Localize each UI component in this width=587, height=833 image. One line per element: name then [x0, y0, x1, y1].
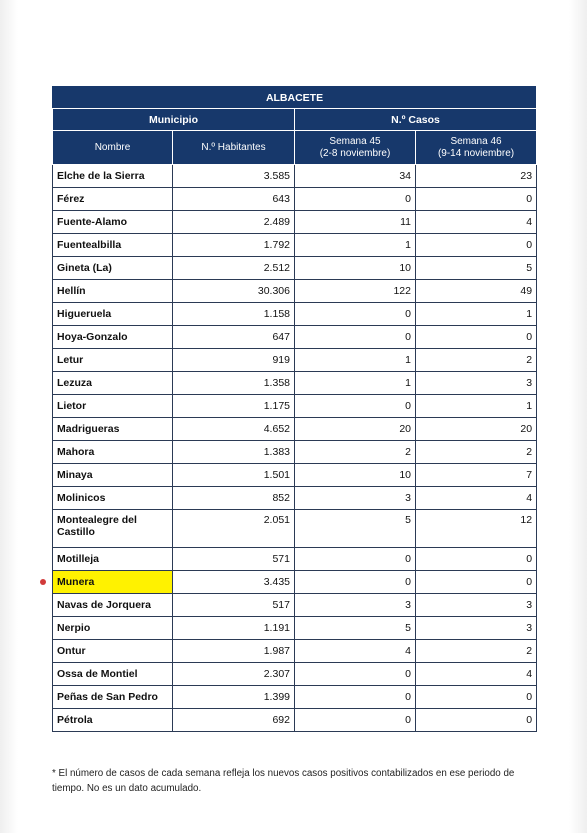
table-row: [53, 487, 537, 510]
cell-semana45: 0: [295, 395, 416, 418]
cell-nombre: Peñas de San Pedro: [53, 686, 173, 709]
cell-semana46: 0: [416, 686, 537, 709]
cell-semana45: 0: [295, 663, 416, 686]
cell-nombre: Lezuza: [53, 372, 173, 395]
table-title-row: [53, 87, 537, 109]
cell-semana45: 5: [295, 617, 416, 640]
cell-semana46: 4: [416, 211, 537, 234]
cell-nombre: Elche de la Sierra: [53, 165, 173, 188]
table-row: [53, 395, 537, 418]
table-row: [53, 617, 537, 640]
table-group-row: [53, 109, 537, 131]
cell-semana45: 0: [295, 548, 416, 571]
cell-nombre: Mahora: [53, 441, 173, 464]
cell-semana45: 3: [295, 594, 416, 617]
cell-semana46: 3: [416, 372, 537, 395]
table-row: [53, 234, 537, 257]
cell-semana46: 0: [416, 188, 537, 211]
cell-nombre: Navas de Jorquera: [53, 594, 173, 617]
semana46-dates: (9-14 noviembre): [437, 147, 515, 159]
cases-table: [52, 86, 537, 732]
cell-habitantes: 2.307: [173, 663, 295, 686]
cell-habitantes: 30.306: [173, 280, 295, 303]
cell-semana46: 5: [416, 257, 537, 280]
cell-semana45: 2: [295, 441, 416, 464]
cell-habitantes: 647: [173, 326, 295, 349]
cell-nombre: Pétrola: [53, 709, 173, 732]
cell-semana45: 34: [295, 165, 416, 188]
table-row: [53, 571, 537, 594]
table-row: [53, 326, 537, 349]
cell-habitantes: 1.501: [173, 464, 295, 487]
cell-habitantes: 1.399: [173, 686, 295, 709]
footnote: * El número de casos de cada semana refleja los nuevos casos positivos contabilizados en ese periodo de tiempo. No es un dato acumulado.: [52, 768, 515, 794]
table-row: [53, 211, 537, 234]
cell-semana45: 0: [295, 188, 416, 211]
table-row: [53, 165, 537, 188]
cell-semana45: 11: [295, 211, 416, 234]
cell-nombre: Ossa de Montiel: [53, 663, 173, 686]
table-row: [53, 188, 537, 211]
cell-habitantes: 4.652: [173, 418, 295, 441]
cell-semana46: 4: [416, 663, 537, 686]
cell-nombre: Ontur: [53, 640, 173, 663]
semana46-label: Semana 46: [450, 135, 502, 147]
cell-habitantes: 2.489: [173, 211, 295, 234]
table-row: [53, 418, 537, 441]
cell-semana45: 10: [295, 257, 416, 280]
cell-semana46: 4: [416, 487, 537, 510]
cell-nombre: Madrigueras: [53, 418, 173, 441]
cell-semana46: 2: [416, 349, 537, 372]
semana45-label: Semana 45: [329, 135, 381, 147]
cell-habitantes: 1.158: [173, 303, 295, 326]
cell-semana46: 0: [416, 548, 537, 571]
table-row: [53, 510, 537, 548]
table-row: [53, 686, 537, 709]
cell-semana46: 49: [416, 280, 537, 303]
table-row: [53, 640, 537, 663]
table-row: [53, 280, 537, 303]
table-row: [53, 464, 537, 487]
cell-nombre: Motilleja: [53, 548, 173, 571]
cell-nombre: Nerpio: [53, 617, 173, 640]
cell-habitantes: 1.175: [173, 395, 295, 418]
cell-nombre: Letur: [53, 349, 173, 372]
cell-habitantes: 571: [173, 548, 295, 571]
cell-semana45: 1: [295, 372, 416, 395]
cell-habitantes: 692: [173, 709, 295, 732]
cell-semana45: 1: [295, 349, 416, 372]
column-header-semana45: [295, 131, 416, 165]
cell-habitantes: 1.191: [173, 617, 295, 640]
cell-habitantes: 919: [173, 349, 295, 372]
cell-semana46: 0: [416, 234, 537, 257]
cell-semana45: 0: [295, 686, 416, 709]
cell-semana45: 5: [295, 510, 416, 548]
table-column-header-row: [53, 131, 537, 165]
cell-nombre: Minaya: [53, 464, 173, 487]
cell-semana46: 0: [416, 709, 537, 732]
cell-semana45: 0: [295, 571, 416, 594]
cell-semana45: 20: [295, 418, 416, 441]
group-header-casos: N.º Casos: [295, 109, 537, 131]
cell-habitantes: 2.512: [173, 257, 295, 280]
table-row: [53, 349, 537, 372]
table-row: [53, 303, 537, 326]
cell-habitantes: 2.051: [173, 510, 295, 548]
cell-habitantes: 1.987: [173, 640, 295, 663]
cell-habitantes: 1.792: [173, 234, 295, 257]
cell-semana46: 3: [416, 594, 537, 617]
cell-nombre: Molinicos: [53, 487, 173, 510]
cell-semana46: 2: [416, 640, 537, 663]
cell-nombre: Hellín: [53, 280, 173, 303]
cell-semana45: 122: [295, 280, 416, 303]
cell-semana46: 2: [416, 441, 537, 464]
table-row: [53, 663, 537, 686]
cell-nombre: Hoya-Gonzalo: [53, 326, 173, 349]
table-row: [53, 372, 537, 395]
table-row: [53, 441, 537, 464]
cell-semana45: 4: [295, 640, 416, 663]
semana45-dates: (2-8 noviembre): [319, 147, 391, 159]
column-header-habitantes: N.º Habitantes: [173, 131, 295, 165]
cell-habitantes: 643: [173, 188, 295, 211]
group-header-municipio: Municipio: [53, 109, 295, 131]
cell-semana45: 0: [295, 709, 416, 732]
cell-nombre: Férez: [53, 188, 173, 211]
table-row: [53, 257, 537, 280]
cell-habitantes: 852: [173, 487, 295, 510]
cell-semana46: 12: [416, 510, 537, 548]
cell-nombre: Fuente-Alamo: [53, 211, 173, 234]
cell-semana46: 3: [416, 617, 537, 640]
cell-semana46: 1: [416, 303, 537, 326]
cell-semana45: 3: [295, 487, 416, 510]
cell-nombre: Munera: [53, 571, 173, 594]
cell-semana46: 0: [416, 326, 537, 349]
cell-nombre: Fuentealbilla: [53, 234, 173, 257]
table-body: [53, 165, 537, 732]
table-row: [53, 709, 537, 732]
cell-nombre: Gineta (La): [53, 257, 173, 280]
cell-habitantes: 1.358: [173, 372, 295, 395]
column-header-semana46: [416, 131, 537, 165]
cell-nombre: Montealegre del Castillo: [53, 510, 173, 548]
cell-semana45: 10: [295, 464, 416, 487]
table-row: [53, 594, 537, 617]
cell-semana46: 0: [416, 571, 537, 594]
highlight-marker-dot: [40, 579, 46, 585]
cell-habitantes: 3.585: [173, 165, 295, 188]
cell-semana46: 7: [416, 464, 537, 487]
cell-semana46: 1: [416, 395, 537, 418]
table-row: [53, 548, 537, 571]
cell-semana46: 23: [416, 165, 537, 188]
cell-nombre: Lietor: [53, 395, 173, 418]
cell-habitantes: 3.435: [173, 571, 295, 594]
column-header-nombre: Nombre: [53, 131, 173, 165]
cell-semana45: 0: [295, 303, 416, 326]
table-title: ALBACETE: [53, 87, 537, 109]
cell-nombre: Higueruela: [53, 303, 173, 326]
cell-habitantes: 1.383: [173, 441, 295, 464]
cell-semana45: 1: [295, 234, 416, 257]
cell-semana45: 0: [295, 326, 416, 349]
cell-semana46: 20: [416, 418, 537, 441]
cell-habitantes: 517: [173, 594, 295, 617]
